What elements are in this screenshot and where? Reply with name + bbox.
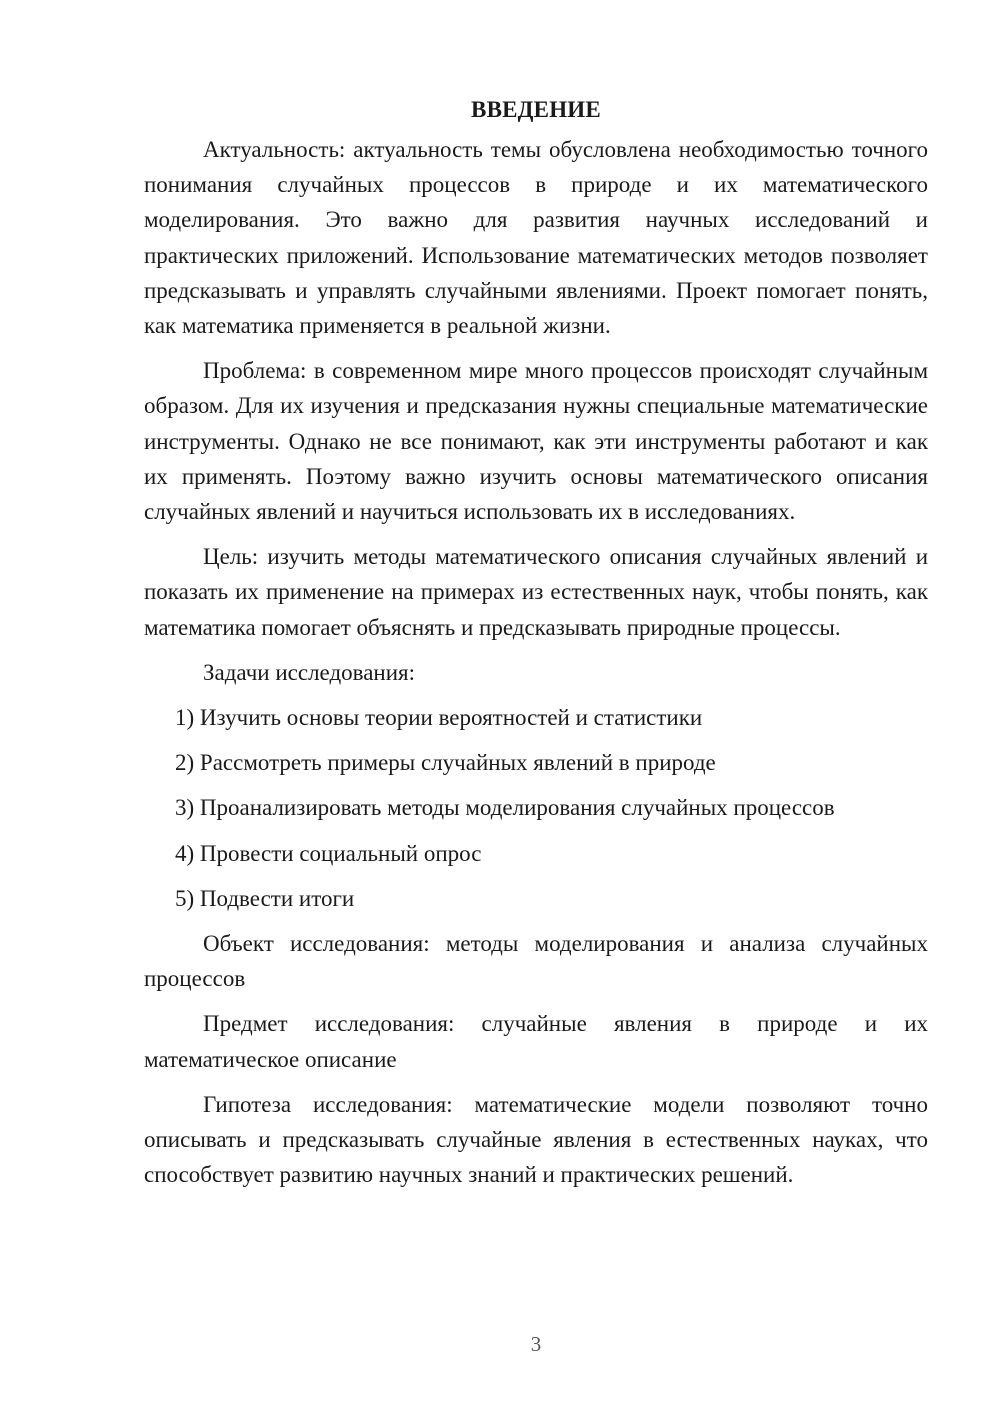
list-item: 2) Рассмотреть примеры случайных явлений в природе — [175, 750, 716, 776]
list-item: 3) Проанализировать методы моделирования случайных процессов — [175, 795, 835, 821]
hypothesis-paragraph: Гипотеза исследования: математические модели позволяют точно описывать и предсказывать случайные явления в естественных науках, что способствует развитию научных знаний и практических решений. — [144, 1091, 928, 1188]
task-list — [144, 700, 928, 916]
problem-paragraph: Проблема: в современном мире много процессов происходят случайным образом. Для их изучения и предсказания нужны специальные математические инструменты. Однако не все понимают, как эти инструменты работают и как их применять. Поэтому важно изучить основы математического описания случайных явлений и научиться использовать их в исследованиях. — [144, 358, 928, 525]
list-item: 5) Подвести итоги — [175, 885, 355, 911]
relevance-paragraph: Актуальность: актуальность темы обусловлена необходимостью точного понимания случайных процессов в природе и их математического моделирования. Это важно для развития научных исследований и практических приложений. Использование математических методов позволяет предсказывать и управлять случайными явлениями. Проект помогает понять, как математика применяется в реальной жизни. — [144, 137, 928, 339]
subject-paragraph: Предмет исследования: случайные явления в природе и их математическое описание — [144, 1011, 928, 1072]
tasks-title: Задачи исследования: — [203, 659, 416, 685]
goal-paragraph: Цель: изучить методы математического описания случайных явлений и показать их применение на примерах из естественных наук, чтобы понять, как математика помогает объяснять и предсказывать природные процессы. — [144, 544, 928, 640]
list-item: 4) Провести социальный опрос — [175, 840, 482, 866]
document-page — [144, 92, 928, 1202]
list-item: 1) Изучить основы теории вероятностей и статистики — [175, 705, 703, 731]
object-paragraph: Объект исследования: методы моделирования и анализа случайных процессов — [144, 931, 928, 992]
page-title: ВВЕДЕНИЕ — [471, 97, 601, 122]
page-number: 3 — [530, 1332, 542, 1356]
